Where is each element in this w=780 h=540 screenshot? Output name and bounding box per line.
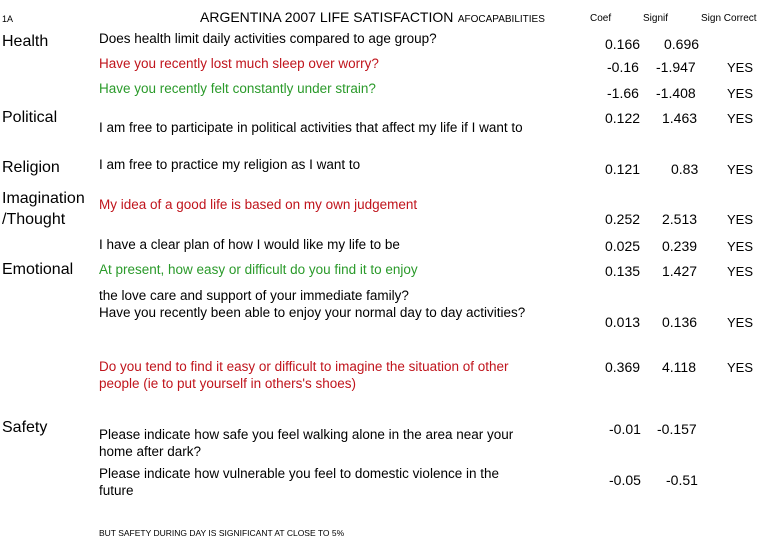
sign-correct-value: YES (727, 111, 754, 126)
sign-correct-value: YES (727, 315, 754, 330)
signif-value: 0.83 (671, 161, 699, 177)
question-imagine-others-line1: Do you tend to find it easy or difficult to imagine the situation of other (99, 359, 509, 374)
signif-value: 0.136 (662, 314, 698, 330)
signif-value: -1.947 (656, 59, 696, 75)
coef-value: -0.05 (609, 472, 641, 488)
category-imagination (2, 189, 85, 231)
coef-value: -1.66 (607, 85, 639, 101)
slide-title (200, 8, 545, 28)
question-domestic-violence-line2: future (99, 482, 134, 498)
question-safe-walking-line1: Please indicate how safe you feel walking alone in the area near your (99, 427, 514, 442)
coef-value: 0.122 (605, 110, 641, 126)
question-health-limit: Does health limit daily activities compared to age group? (99, 31, 437, 46)
sign-correct-value: YES (727, 60, 754, 75)
signif-value: -0.51 (666, 472, 698, 488)
header-sign-correct: Sign Correct (701, 13, 757, 24)
category-safety: Safety (2, 419, 48, 436)
question-good-life: My idea of a good life is based on my own judgement (99, 197, 418, 212)
question-clear-plan: I have a clear plan of how I would like my life to be (99, 237, 400, 252)
sign-correct-value: YES (727, 212, 754, 227)
coef-value: 0.369 (605, 359, 641, 375)
header-coef: Coef (590, 13, 612, 24)
signif-value: 2.513 (662, 211, 698, 227)
slide-tag: 1A (2, 14, 14, 24)
signif-value: 4.118 (662, 359, 696, 375)
coef-value: 0.135 (605, 263, 641, 279)
category-imagination-line1: Imagination (2, 190, 85, 207)
question-domestic-violence (99, 466, 499, 500)
question-safe-walking-line2: home after dark? (99, 443, 202, 459)
question-family-support (99, 288, 525, 322)
question-political-free: I am free to participate in political activities that affect my life if I want to (99, 120, 523, 135)
signif-value: 1.427 (662, 263, 698, 279)
signif-value: 1.463 (662, 110, 698, 126)
question-lost-sleep: Have you recently lost much sleep over worry? (99, 56, 379, 71)
footnote: BUT SAFETY DURING DAY IS SIGNIFICANT AT CLOSE TO 5% (99, 528, 345, 538)
sign-correct-value: YES (727, 239, 754, 254)
coef-value: 0.166 (605, 36, 641, 52)
question-safe-walking (99, 427, 513, 461)
header-signif: Signif (643, 13, 669, 24)
question-religion-free: I am free to practice my religion as I want to (99, 157, 361, 172)
coef-value: 0.252 (605, 211, 641, 227)
coef-value: 0.025 (605, 238, 641, 254)
signif-value: 0.239 (662, 238, 698, 254)
question-family-support-line2: Have you recently been able to enjoy your normal day to day activities? (99, 304, 526, 320)
title-suffix: AFOCAPABILITIES (457, 14, 545, 25)
question-family-support-line1: the love care and support of your immediate family? (99, 288, 409, 303)
coef-value: 0.013 (605, 314, 641, 330)
sign-correct-value: YES (727, 264, 754, 279)
question-imagine-others-line2: people (ie to put yourself in others's shoes) (99, 375, 356, 391)
signif-value: 0.696 (664, 36, 700, 52)
category-health: Health (2, 33, 49, 50)
sign-correct-value: YES (727, 86, 754, 101)
question-domestic-violence-line1: Please indicate how vulnerable you feel to domestic violence in the (99, 466, 499, 481)
sign-correct-value: YES (727, 162, 754, 177)
category-political: Political (2, 109, 58, 126)
category-imagination-line2: /Thought (2, 210, 66, 228)
coef-value: -0.01 (609, 421, 641, 437)
question-imagine-others (99, 359, 509, 393)
title-main: ARGENTINA 2007 LIFE SATISFACTION (200, 9, 454, 25)
coef-value: 0.121 (605, 161, 641, 177)
question-enjoy: At present, how easy or difficult do you find it to enjoy (99, 262, 418, 277)
category-emotional: Emotional (2, 261, 74, 278)
signif-value: -0.157 (657, 421, 697, 437)
signif-value: -1.408 (656, 85, 696, 101)
coef-value: -0.16 (607, 59, 639, 75)
category-religion: Religion (2, 159, 60, 176)
sign-correct-value: YES (727, 360, 754, 375)
question-under-strain: Have you recently felt constantly under strain? (99, 81, 376, 96)
